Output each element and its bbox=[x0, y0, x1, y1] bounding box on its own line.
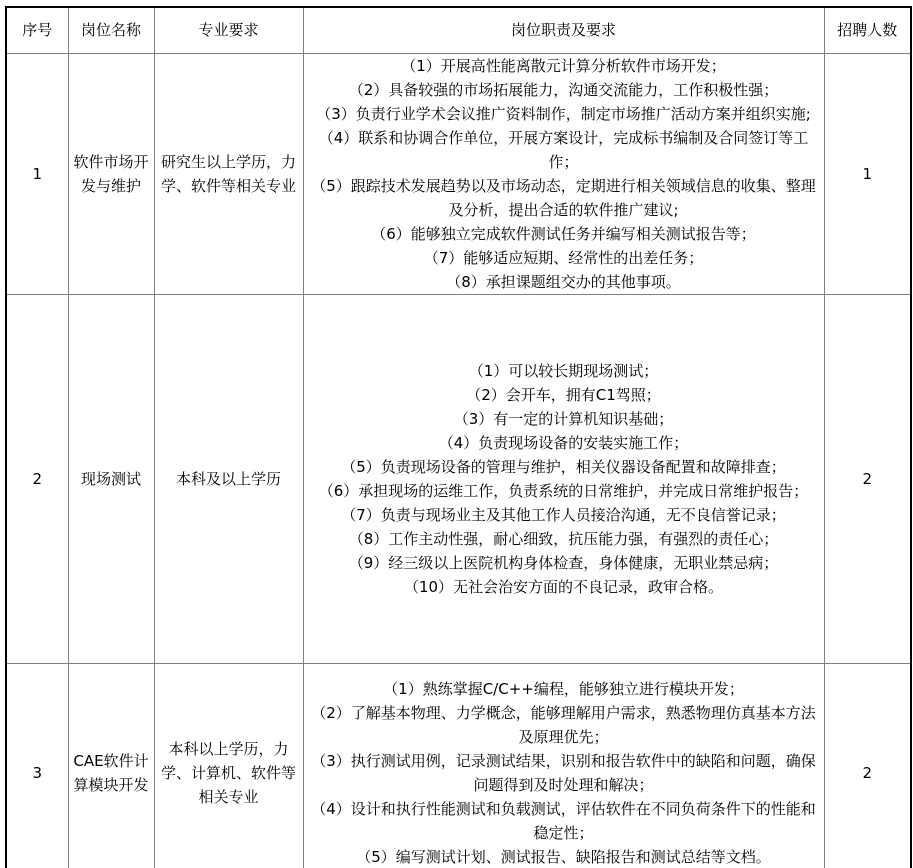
header-row bbox=[6, 7, 911, 53]
duty-line: （10）无社会治安方面的不良记录，政审合格。 bbox=[403, 577, 724, 596]
recruitment-table bbox=[5, 6, 912, 868]
cell-duties bbox=[303, 663, 824, 868]
cell-duties bbox=[303, 53, 824, 294]
duty-line: （5）编写测试计划、测试报告、缺陷报告和测试总结等文档。 bbox=[356, 848, 771, 866]
duty-line: （1）开展高性能离散元计算分析软件市场开发； bbox=[401, 56, 726, 75]
duty-line: （6）承担现场的运维工作，负责系统的日常维护，并完成日常维护报告； bbox=[318, 481, 809, 500]
duty-line: （1）熟练掌握C/C++编程，能够独立进行模块开发； bbox=[383, 680, 744, 698]
column-header-index: 序号 bbox=[6, 7, 68, 53]
duty-line: （2）具备较强的市场拓展能力，沟通交流能力，工作积极性强； bbox=[348, 80, 779, 99]
cell-headcount: 2 bbox=[824, 294, 911, 663]
cell-duties bbox=[303, 294, 824, 663]
duty-line: （3）执行测试用例，记录测试结果，识别和报告软件中的缺陷和问题，确保问题得到及时处理和解决； bbox=[311, 752, 816, 794]
cell-position-name: 软件市场开发与维护 bbox=[68, 53, 154, 294]
cell-index: 3 bbox=[6, 663, 68, 868]
table-row bbox=[6, 53, 911, 294]
column-header-duties: 岗位职责及要求 bbox=[303, 7, 824, 53]
duty-line: （4）负责现场设备的安装实施工作； bbox=[438, 433, 689, 452]
duty-line: （7）负责与现场业主及其他工作人员接洽沟通，无不良信誉记录； bbox=[341, 505, 786, 524]
duty-line: （6）能够独立完成软件测试任务并编写相关测试报告等； bbox=[371, 224, 756, 243]
duty-line: （4）设计和执行性能测试和负载测试，评估软件在不同负荷条件下的性能和稳定性； bbox=[311, 800, 816, 842]
duty-line: （2）会开车，拥有C1驾照； bbox=[466, 385, 661, 404]
table-row bbox=[6, 294, 911, 663]
column-header-position: 岗位名称 bbox=[68, 7, 154, 53]
cell-index: 2 bbox=[6, 294, 68, 663]
cell-position-name: CAE软件计算模块开发 bbox=[68, 663, 154, 868]
cell-major-requirement: 本科以上学历，力学、计算机、软件等相关专业 bbox=[154, 663, 303, 868]
duty-line: （3）有一定的计算机知识基础； bbox=[453, 409, 674, 428]
duty-line: （9）经三级以上医院机构身体检查，身体健康，无职业禁忌病； bbox=[348, 553, 779, 572]
column-header-headcount: 招聘人数 bbox=[824, 7, 911, 53]
cell-position-name: 现场测试 bbox=[68, 294, 154, 663]
duty-line: （2）了解基本物理、力学概念，能够理解用户需求，熟悉物理仿真基本方法及原理优先； bbox=[311, 704, 816, 746]
duty-line: （5）跟踪技术发展趋势以及市场动态，定期进行相关领域信息的收集、整理及分析，提出合适的软件推广建议; bbox=[311, 176, 816, 219]
cell-headcount: 2 bbox=[824, 663, 911, 868]
duty-line: （5）负责现场设备的管理与维护，相关仪器设备配置和故障排查； bbox=[341, 457, 786, 476]
column-header-major: 专业要求 bbox=[154, 7, 303, 53]
duty-line: （3）负责行业学术会议推广资料制作，制定市场推广活动方案并组织实施; bbox=[316, 104, 811, 123]
cell-major-requirement: 本科及以上学历 bbox=[154, 294, 303, 663]
table-row bbox=[6, 663, 911, 868]
duty-line: （1）可以较长期现场测试； bbox=[468, 361, 659, 380]
cell-index: 1 bbox=[6, 53, 68, 294]
cell-headcount: 1 bbox=[824, 53, 911, 294]
duty-line: （4）联系和协调合作单位，开展方案设计，完成标书编制及合同签订等工作； bbox=[318, 128, 809, 171]
cell-major-requirement: 研究生以上学历，力学、软件等相关专业 bbox=[154, 53, 303, 294]
duty-line: （8）工作主动性强，耐心细致，抗压能力强，有强烈的责任心； bbox=[348, 529, 779, 548]
duty-line: （8）承担课题组交办的其他事项。 bbox=[446, 272, 681, 291]
duty-line: （7）能够适应短期、经常性的出差任务； bbox=[423, 248, 704, 267]
